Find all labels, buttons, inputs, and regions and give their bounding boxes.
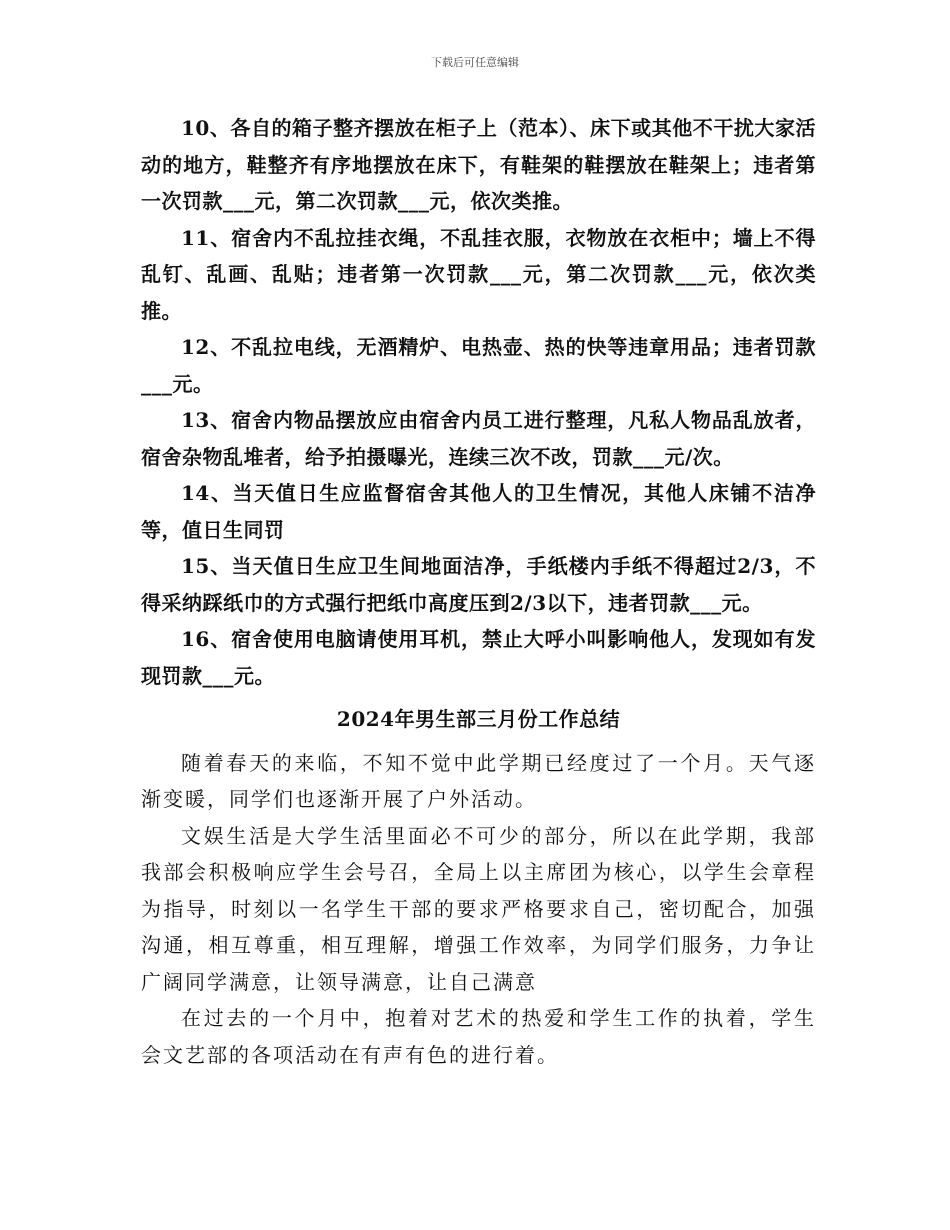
summary-paragraph: 随着春天的来临，不知不觉中此学期已经度过了一个月。天气逐渐变暖，同学们也逐渐开展了户外活动。 <box>141 750 816 811</box>
document-body <box>141 110 816 1073</box>
summary-paragraph: 文娱生活是大学生活里面必不可少的部分，所以在此学期，我部我部会积极响应学生会号召，全局上以主席团为核心，以学生会章程为指导，时刻以一名学生干部的要求严格要求自己，密切配合，加强沟通，相互尊重，相互理解，增强工作效率，为同学们服务，力争让广阔同学满意，让领导满意，让自己满意 <box>141 823 816 994</box>
work-summary <box>141 745 816 1074</box>
rule-item-14: 14、当天值日生应监督宿舍其他人的卫生情况，其他人床铺不洁净等，值日生同罚 <box>141 481 816 542</box>
section-title: 2024年男生部三月份工作总结 <box>336 707 621 731</box>
rule-item-10: 10、各自的箱子整齐摆放在柜子上（范本）、床下或其他不干扰大家活动的地方，鞋整齐有序地摆放在床下，有鞋架的鞋摆放在鞋架上；违者第一次罚款___元，第二次罚款___元，依次类推。 <box>141 116 816 213</box>
rule-item-12: 12、不乱拉电线，无酒精炉、电热壶、热的快等违章用品；违者罚款___元。 <box>141 335 816 396</box>
dormitory-rules-list <box>141 110 816 694</box>
rule-item-15: 15、当天值日生应卫生间地面洁净，手纸楼内手纸不得超过2/3，不得采纳踩纸巾的方式强行把纸巾高度压到2/3以下，违者罚款___元。 <box>141 554 816 615</box>
page-header: 下载后可任意编辑 <box>431 56 519 69</box>
rule-item-11: 11、宿舍内不乱拉挂衣绳，不乱挂衣服，衣物放在衣柜中；墙上不得乱钉、乱画、乱贴；违者第一次罚款___元，第二次罚款___元，依次类推。 <box>141 225 816 323</box>
rule-item-16: 16、宿舍使用电脑请使用耳机，禁止大呼小叫影响他人，发现如有发现罚款___元。 <box>141 627 816 688</box>
summary-paragraph: 在过去的一个月中，抱着对艺术的热爱和学生工作的执着，学生会文艺部的各项活动在有声有色的进行着。 <box>141 1006 816 1067</box>
rule-item-13: 13、宿舍内物品摆放应由宿舍内员工进行整理，凡私人物品乱放者，宿舍杂物乱堆者，给予拍摄曝光，连续三次不改，罚款___元/次。 <box>141 408 816 469</box>
